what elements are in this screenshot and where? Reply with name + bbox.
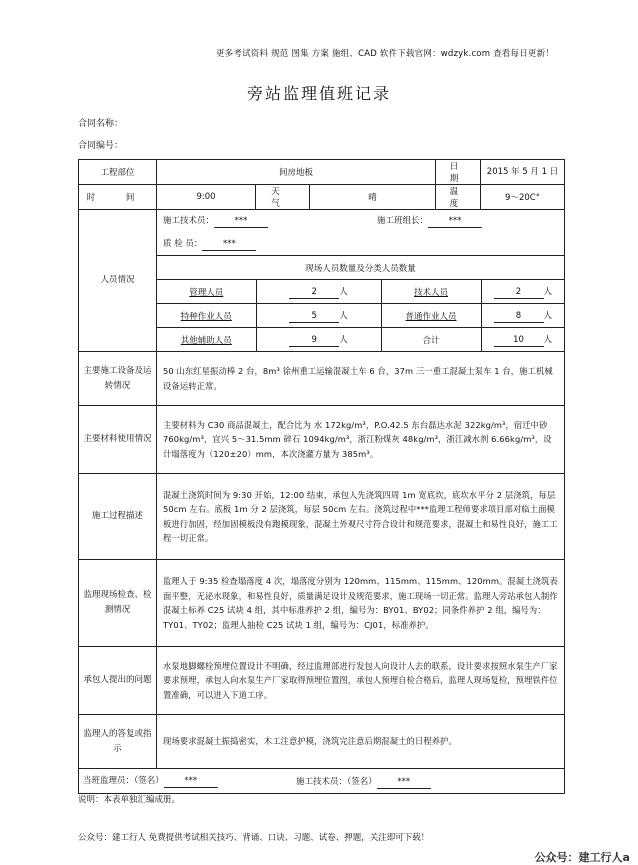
personnel-cat-label: 普通作业人员 bbox=[405, 311, 457, 322]
personnel-table-title: 现场人员数量及分类人员数量 bbox=[157, 256, 564, 280]
personnel-count-table bbox=[157, 255, 564, 351]
process-label: 施工过程描述 bbox=[79, 474, 157, 560]
header-website-notice: 更多考试资料 规范 图集 方案 施组、CAD 软件下载官网：wdzyk.com 查看每日更新！ bbox=[215, 49, 554, 59]
signatures bbox=[79, 769, 565, 794]
reply-label: 监理人的答复或指示 bbox=[79, 715, 157, 769]
weather-label: 天 气 bbox=[256, 185, 310, 210]
personnel-count-row bbox=[157, 304, 564, 328]
personnel-unit: 人 bbox=[543, 286, 553, 297]
tech-sign-value: *** bbox=[377, 777, 431, 789]
reply-text: 现场要求混凝土振捣密实，木工注意护模，浇筑完注意后期混凝土的日程养护。 bbox=[157, 715, 565, 769]
project-value: 间房地板 bbox=[157, 160, 436, 185]
foreman-value: *** bbox=[428, 216, 482, 228]
personnel-unit: 人 bbox=[543, 334, 553, 345]
personnel-line2 bbox=[157, 233, 564, 255]
materials-text: 主要材料为 C30 商品混凝土，配合比为 水 172kg/m³，P.O.42.5 东台磊达水泥 322kg/m³，宿迁中砂 760kg/m³，宜兴 5～31.5mm 碎石 1094kg/m³，浙江粉煤灰 48kg/m³，浙江减水剂 6.66kg/m³，设计塌落度为（120±20）mm，本次浇灌方量为 385m³。 bbox=[157, 406, 565, 474]
time-label: 时 间 bbox=[79, 185, 157, 210]
temp-label: 温 度 bbox=[436, 185, 481, 210]
inspection-label: 监理现场检查、检测情况 bbox=[79, 560, 157, 647]
personnel-unit: 人 bbox=[339, 334, 348, 345]
personnel-label: 人员情况 bbox=[79, 210, 157, 352]
issues-label: 承包人提出的问题 bbox=[79, 647, 157, 715]
duty-record-table bbox=[78, 159, 565, 794]
row-personnel bbox=[79, 210, 565, 352]
time-value: 9:00 bbox=[157, 185, 256, 210]
footer-notice: 公众号：建工行人 免费提供考试相关技巧、背诵、口诀、习题、试卷、押题，关注即可下载！ bbox=[78, 833, 430, 843]
qc-label: 质 检 员： bbox=[163, 239, 203, 249]
date-value: 2015 年 5 月 1 日 bbox=[481, 160, 565, 185]
personnel-count-row bbox=[157, 280, 564, 304]
personnel-cat-label: 特种作业人员 bbox=[180, 311, 232, 322]
personnel-block bbox=[157, 210, 565, 352]
equipment-text: 50 山东红星振动棒 2 台，8m³ 徐州重工运输混凝土车 6 台，37m 三一重工混凝土泵车 1 台，施工机械设备运转正常。 bbox=[157, 352, 565, 406]
row-project bbox=[79, 160, 565, 185]
tech-value: *** bbox=[214, 216, 268, 228]
personnel-line1 bbox=[157, 210, 564, 233]
personnel-unit: 人 bbox=[339, 310, 348, 321]
row-materials bbox=[79, 406, 565, 474]
supervisor-sign-value: *** bbox=[164, 776, 218, 788]
row-reply bbox=[79, 715, 565, 769]
row-issues bbox=[79, 647, 565, 715]
temp-value: 9～20C° bbox=[481, 185, 565, 210]
personnel-count-row bbox=[157, 328, 564, 352]
personnel-cat-value: 8 bbox=[494, 311, 544, 323]
foreman-label: 施工班组长： bbox=[377, 216, 429, 226]
personnel-unit: 人 bbox=[339, 286, 348, 297]
materials-label: 主要材料使用情况 bbox=[79, 406, 157, 474]
row-inspection bbox=[79, 560, 565, 647]
row-time-weather bbox=[79, 185, 565, 210]
contract-no-label: 合同编号： bbox=[78, 141, 124, 151]
personnel-total-label: 合计 bbox=[422, 335, 440, 346]
personnel-cat-label: 技术人员 bbox=[413, 287, 448, 298]
page-title: 旁站监理值班记录 bbox=[246, 84, 391, 103]
process-text: 混凝土浇筑时间为 9:30 开始，12:00 结束，承包人先浇筑四周 1m 宽底坎，底坎水平分 2 层浇筑，每层 50cm 左右。底板 1m 分 2 层浇筑，每层 50cm 左右。浇筑过程中***监理工程师要求项目部对临土面模板进行加固，经加固模板没有跑模现象，混凝土外观尺寸符合设计和规范要求，混凝土和易性良好，施工工程一切正常。 bbox=[157, 474, 565, 560]
row-equipment bbox=[79, 352, 565, 406]
watermark: 公众号：建工行人a bbox=[534, 851, 630, 864]
personnel-total-value: 10 bbox=[494, 335, 544, 347]
project-label: 工程部位 bbox=[79, 160, 157, 185]
issues-text: 水泵地脚螺栓预埋位置设计不明确，经过监理部进行发包人向设计人去的联系，设计要求按照水泵生产厂家要求预埋，承包人向水泵生产厂家取得预埋位置图，承包人预埋自检合格后，监理人现场复检，预埋铁件位置准确，可以进入下道工序。 bbox=[157, 647, 565, 715]
contract-name-label: 合同名称： bbox=[78, 119, 124, 129]
note-text: 说明：本表单独汇编成册。 bbox=[78, 795, 181, 805]
personnel-cat-value: 2 bbox=[494, 287, 544, 299]
qc-value: *** bbox=[202, 239, 256, 251]
personnel-cat-label: 管理人员 bbox=[189, 287, 224, 298]
personnel-unit: 人 bbox=[543, 310, 553, 321]
equipment-label: 主要施工设备及运转情况 bbox=[79, 352, 157, 406]
date-label: 日 期 bbox=[436, 160, 481, 185]
personnel-cat-value: 9 bbox=[289, 335, 339, 347]
personnel-cat-value: 2 bbox=[289, 287, 339, 299]
tech-sign-label: 施工技术员：（签名） bbox=[296, 777, 377, 787]
personnel-cat-label: 其他辅助人员 bbox=[180, 335, 232, 346]
tech-label: 施工技术员： bbox=[163, 216, 215, 226]
personnel-cat-value: 5 bbox=[289, 311, 339, 323]
weather-value: 晴 bbox=[310, 185, 436, 210]
row-process bbox=[79, 474, 565, 560]
row-signatures bbox=[79, 769, 565, 794]
supervisor-sign-label: 当班监理员：（签名） bbox=[83, 776, 164, 786]
inspection-text: 监理人于 9:35 检查塌落度 4 次，塌落度分别为 120mm、115mm、115mm、120mm。混凝土浇筑表面平整，无泌水现象，和易性良好，质量满足设计及规范要求，施工现场一切正常。监理人旁站承包人制作混凝土标养 C25 试块 4 组，其中标准养护 2 组，编号为：BY01、BY02；同条件养护 2 组，编号为：TY01、TY02；监理人抽检 C25 试块 1 组，编号为：CJ01，标准养护。 bbox=[157, 560, 565, 647]
